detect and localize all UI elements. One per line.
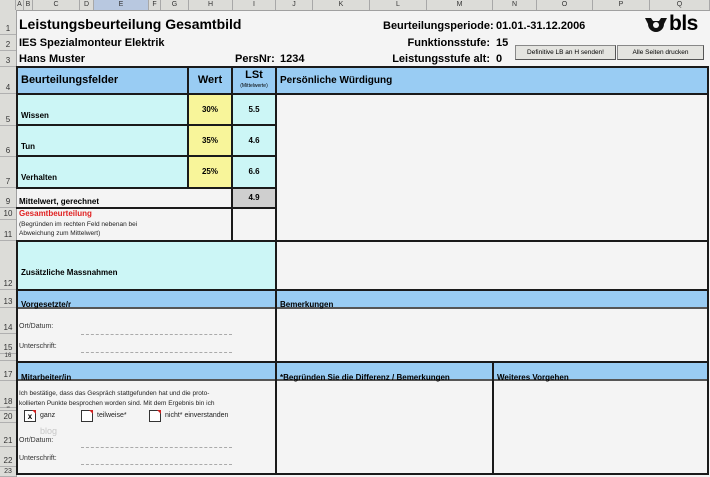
row-header-7[interactable]: 7 — [0, 157, 16, 188]
field-row-wissen[interactable]: Wissen — [16, 93, 189, 126]
row-header-21[interactable]: 21 — [0, 423, 16, 447]
vorgesetzte-unterschrift-label: Unterschrift: — [19, 343, 57, 350]
lst-verhalten[interactable]: 6.6 — [231, 155, 277, 189]
vorgesetzte-ort-line[interactable] — [81, 334, 232, 335]
col-header-c[interactable]: C — [33, 0, 80, 10]
row-header-5[interactable]: 5 — [0, 94, 16, 126]
leistungsstufe-value: 0 — [496, 53, 503, 65]
vorgehen-header: Weiteres Vorgehen — [492, 361, 709, 381]
funktionsstufe-label: Funktionsstufe: — [407, 37, 490, 49]
mitarbeiter-unterschrift-line[interactable] — [81, 464, 232, 465]
massnahmen-textarea[interactable] — [275, 240, 709, 291]
col-header-o[interactable]: O — [537, 0, 593, 10]
differenz-textarea[interactable] — [275, 379, 494, 475]
send-lb-button[interactable]: Definitive LB an H senden! — [515, 45, 616, 60]
col-header-n[interactable]: N — [493, 0, 537, 10]
col-wert-header: Wert — [187, 66, 233, 95]
col-header-a[interactable]: A — [16, 0, 24, 10]
bls-logo — [645, 13, 705, 35]
row-header-13[interactable]: 13 — [0, 290, 16, 308]
bls-wheel-icon — [645, 16, 667, 32]
col-header-f[interactable]: F — [149, 0, 161, 10]
wert-verhalten[interactable]: 25% — [187, 155, 233, 189]
mitarbeiter-ort-line[interactable] — [81, 447, 232, 448]
wuerdigung-textarea[interactable] — [275, 93, 709, 242]
mitarbeiter-header: Mitarbeiter/in — [16, 361, 277, 381]
lst-tun[interactable]: 4.6 — [231, 124, 277, 157]
watermark-text: blog — [40, 426, 58, 436]
wert-wissen[interactable]: 30% — [187, 93, 233, 126]
bemerkungen-header: Bemerkungen — [275, 289, 709, 309]
leistungsstufe-label: Leistungsstufe alt: — [392, 53, 490, 65]
mittelwert-label: Mittelwert, gerechnet — [19, 197, 100, 206]
col-header-h[interactable]: H — [189, 0, 233, 10]
col-header-d[interactable]: D — [80, 0, 94, 10]
period-label: Beurteilungsperiode: — [383, 20, 494, 32]
select-all-corner[interactable] — [0, 0, 16, 10]
mitarbeiter-ort-label: Ort/Datum: — [19, 437, 54, 444]
row-header-1[interactable]: 1 — [0, 10, 16, 35]
row-header-6[interactable]: 6 — [0, 126, 16, 157]
row-header-15[interactable]: 15 — [0, 334, 16, 354]
col-header-e[interactable]: E — [94, 0, 149, 10]
col-lst-header: LSt (Mittelwerte) — [231, 66, 277, 95]
employee-name: Hans Muster — [19, 53, 86, 65]
option-ganz-label: ganz — [40, 412, 56, 419]
col-header-m[interactable]: M — [427, 0, 493, 10]
print-all-button[interactable]: Alle Seiten drucken — [617, 45, 704, 60]
row-header-3[interactable]: 3 — [0, 51, 16, 67]
gesamtbeurteilung-input[interactable] — [231, 207, 277, 242]
column-header-bar — [0, 0, 710, 11]
option-teilweise-label: teilweise* — [97, 412, 127, 419]
row-header-12[interactable]: 12 — [0, 241, 16, 290]
gesamt-note: (Begründen im rechten Feld nebenan bei Abweichung zum Mittelwert) — [19, 221, 138, 237]
row-header-17[interactable]: 17 — [0, 361, 16, 381]
checkbox-ganz[interactable]: x — [24, 410, 36, 422]
page-title: Leistungsbeurteilung Gesamtbild — [19, 16, 242, 32]
persnr-label: PersNr: — [235, 53, 275, 65]
row-header-22[interactable]: 22 — [0, 447, 16, 467]
vorgesetzte-unterschrift-line[interactable] — [81, 352, 232, 353]
checkbox-teilweise[interactable] — [81, 410, 93, 422]
row-header-2[interactable]: 2 — [0, 35, 16, 51]
field-row-tun[interactable]: Tun — [16, 124, 189, 157]
mittelwert-value: 4.9 — [231, 187, 277, 209]
checkbox-nicht[interactable] — [149, 410, 161, 422]
logo-text: bls — [669, 12, 698, 35]
col-wuerdigung-header: Persönliche Würdigung — [275, 66, 709, 95]
row-header-20[interactable]: 20 — [0, 411, 16, 423]
vorgesetzte-ort-label: Ort/Datum: — [19, 323, 54, 330]
mitarbeiter-statement: Ich bestätige, dass das Gespräch stattgefunden hat und die proto- kollierten Punkte besprochen worden sind. Mit dem Ergebnis bin ich — [19, 390, 215, 407]
row-header-10[interactable]: 10 — [0, 208, 16, 220]
lst-wissen[interactable]: 5.5 — [231, 93, 277, 126]
row-header-16[interactable]: 16 — [0, 354, 16, 361]
col-header-j[interactable]: J — [276, 0, 313, 10]
option-nicht-label: nicht* einverstanden — [165, 412, 229, 419]
period-value: 01.01.-31.12.2006 — [496, 20, 586, 32]
row-header-11[interactable]: 11 — [0, 220, 16, 241]
field-row-verhalten[interactable]: Verhalten — [16, 155, 189, 189]
col-header-k[interactable]: K — [313, 0, 370, 10]
vorgesetzte-header: Vorgesetzte/r — [16, 289, 277, 309]
bemerkungen-textarea[interactable] — [275, 307, 709, 362]
col-header-l[interactable]: L — [370, 0, 427, 10]
gesamtbeurteilung-label: Gesamtbeurteilung — [19, 209, 92, 218]
funktionsstufe-value: 15 — [496, 37, 509, 49]
department-label: IES Spezialmonteur Elektrik — [19, 37, 165, 49]
col-header-g[interactable]: G — [161, 0, 189, 10]
col-header-p[interactable]: P — [593, 0, 650, 10]
persnr-value: 1234 — [280, 53, 305, 65]
row-header-18[interactable]: 18 — [0, 381, 16, 408]
wert-tun[interactable]: 35% — [187, 124, 233, 157]
col-beurteilungsfelder-header: Beurteilungsfelder — [16, 66, 189, 95]
row-header-23[interactable]: 23 — [0, 467, 16, 477]
row-header-4[interactable]: 4 — [0, 67, 16, 94]
col-header-i[interactable]: I — [233, 0, 276, 10]
row-header-14[interactable]: 14 — [0, 308, 16, 334]
differenz-header: *Begründen Sie die Differenz / Bemerkungen — [275, 361, 494, 381]
vorgehen-textarea[interactable] — [492, 379, 709, 475]
row-header-9[interactable]: 9 — [0, 188, 16, 208]
massnahmen-block: Zusätzliche Massnahmen — [16, 240, 277, 291]
col-header-q[interactable]: Q — [650, 0, 710, 10]
col-header-b[interactable]: B — [24, 0, 33, 10]
mitarbeiter-unterschrift-label: Unterschrift: — [19, 455, 57, 462]
